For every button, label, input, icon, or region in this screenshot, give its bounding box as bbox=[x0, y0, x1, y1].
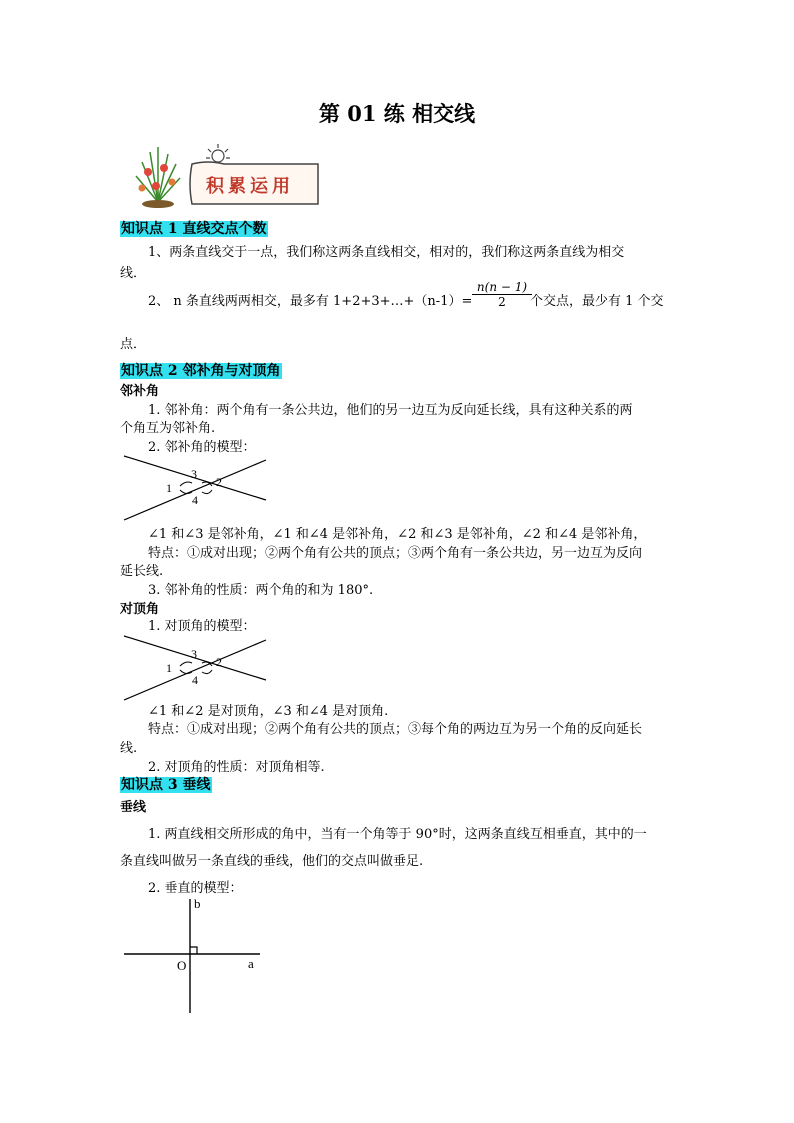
perpendicular-figure bbox=[120, 895, 270, 1017]
angle-label-2: 2 bbox=[216, 475, 222, 489]
paragraph: 2. 邻补角的模型： bbox=[148, 440, 256, 455]
right-angle-mark bbox=[190, 947, 197, 954]
angle-label-3: 3 bbox=[191, 467, 197, 481]
paragraph: 1. 对顶角的模型： bbox=[148, 619, 256, 634]
paragraph: 1. 两直线相交所形成的角中，当有一个角等于 90°时，这两条直线互相垂直，其中的一 bbox=[148, 827, 647, 842]
section-heading-3: 知识点 3 垂线 bbox=[121, 777, 211, 793]
paragraph: 点． bbox=[120, 337, 147, 352]
angle-label-1: 1 bbox=[166, 661, 172, 675]
paragraph: 2. 对顶角的性质：对顶角相等. bbox=[148, 760, 325, 775]
adjacent-angle-figure bbox=[120, 450, 270, 522]
banner-illustration bbox=[128, 142, 328, 212]
paragraph: 线. bbox=[120, 741, 138, 756]
fraction-denominator: 2 bbox=[498, 295, 506, 309]
section-heading-2: 知识点 2 邻补角与对顶角 bbox=[121, 363, 281, 379]
paragraph: 特点：①成对出现；②两个角有公共的顶点；③每个角的两边互为另一个角的反向延长 bbox=[148, 722, 643, 737]
paragraph: ∠1 和∠3 是邻补角，∠1 和∠4 是邻补角，∠2 和∠3 是邻补角，∠2 和∠4 是邻补角， bbox=[148, 527, 647, 542]
paragraph: 1. 邻补角：两个角有一条公共边，他们的另一边互为反向延长线，具有这种关系的两 bbox=[148, 403, 633, 418]
grass-plant-icon bbox=[136, 147, 180, 208]
vertical-angle-figure bbox=[120, 630, 270, 702]
paragraph: 条直线叫做另一条直线的垂线，他们的交点叫做垂足. bbox=[120, 854, 424, 869]
angle-label-1: 1 bbox=[166, 481, 172, 495]
subheading: 垂线 bbox=[120, 800, 147, 815]
paragraph: ∠1 和∠2 是对顶角，∠3 和∠4 是对顶角. bbox=[148, 704, 389, 719]
point-label-o: O bbox=[177, 958, 187, 973]
paragraph: 2、 n 条直线两两相交，最多有 1+2+3+…+（n-1）= bbox=[148, 294, 473, 309]
sun-icon bbox=[206, 144, 230, 162]
paragraph: 延长线. bbox=[120, 564, 164, 579]
page-title: 第 01 练 相交线 bbox=[318, 101, 476, 126]
angle-label-3: 3 bbox=[191, 647, 197, 661]
angle-label-4: 4 bbox=[192, 673, 198, 687]
paragraph: 个交点，最少有 1 个交 bbox=[530, 294, 664, 309]
section-heading-1: 知识点 1 直线交点个数 bbox=[121, 221, 267, 237]
fraction bbox=[472, 280, 532, 309]
subheading: 对顶角 bbox=[120, 602, 160, 617]
fraction-numerator: n(n − 1) bbox=[472, 280, 532, 295]
banner-text: 积累运用 bbox=[206, 176, 294, 196]
paragraph: 3. 邻补角的性质：两个角的和为 180°. bbox=[148, 583, 374, 598]
paragraph: 线． bbox=[120, 266, 147, 281]
paragraph: 个角互为邻补角. bbox=[120, 421, 216, 436]
paragraph: 1、两条直线交于一点，我们称这两条直线相交，相对的，我们称这两条直线为相交 bbox=[148, 245, 625, 260]
line-label-b: b bbox=[194, 896, 201, 911]
angle-label-4: 4 bbox=[192, 493, 198, 507]
angle-label-2: 2 bbox=[216, 655, 222, 669]
line-label-a: a bbox=[248, 956, 254, 971]
subheading: 邻补角 bbox=[120, 384, 160, 399]
paragraph: 特点：①成对出现；②两个角有公共的顶点；③两个角有一条公共边，另一边互为反向 bbox=[148, 546, 643, 561]
paragraph: 2. 垂直的模型： bbox=[148, 881, 243, 896]
